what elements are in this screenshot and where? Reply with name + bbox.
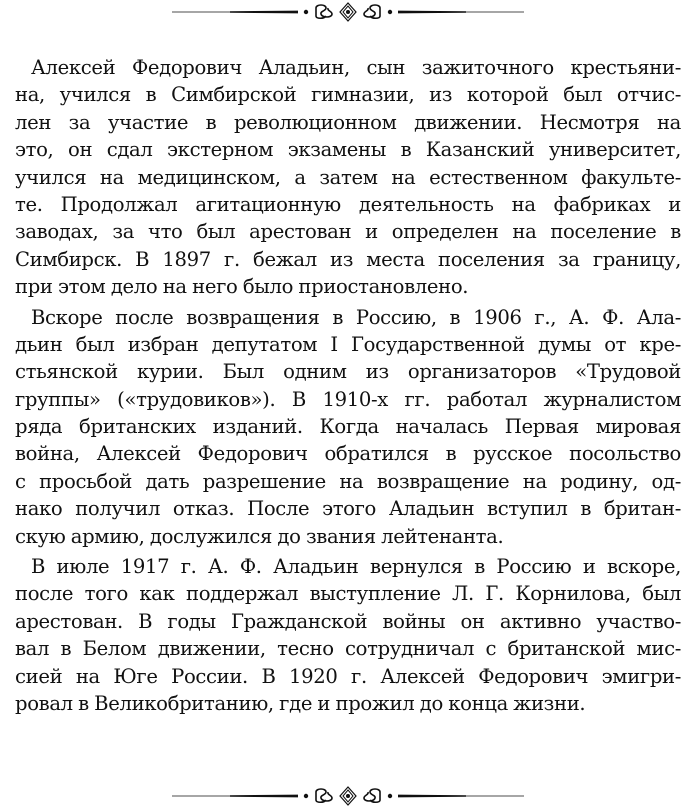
- text-line: ровал в Великобританию, где и прожил до конца жизни.: [15, 691, 586, 715]
- document-body: [15, 54, 681, 717]
- text-line: скую армию, дослужился до звания лейтенанта.: [15, 524, 504, 548]
- text-line: после того как поддержал выступление Л. Г. Корнилова, был: [15, 582, 681, 606]
- text-line: Алексей Федорович Аладьин, сын зажиточного крестьяни-: [31, 56, 681, 79]
- flourish-icon: [172, 787, 524, 805]
- text-line: В июле 1917 г. А. Ф. Аладьин вернулся в Россию и вскоре,: [31, 555, 681, 579]
- text-line: война, Алексей Федорович обратился в русское посольство: [15, 442, 681, 466]
- text-line: заводах, за что был арестован и определен на поселение в: [15, 220, 681, 244]
- text-line: стьянской курии. Был одним из организаторов «Трудовой: [15, 360, 681, 384]
- text-line: арестован. В годы Гражданской войны он активно участво-: [15, 609, 681, 633]
- text-line: на, учился в Симбирской гимназии, из которой был отчис-: [15, 83, 681, 107]
- text-line: Симбирск. В 1897 г. бежал из места поселения за границу,: [15, 247, 681, 271]
- text-line: учился на медицинском, а затем на естественном факульте-: [15, 165, 681, 189]
- text-line: лен за участие в революционном движении. Несмотря на: [15, 110, 681, 134]
- text-line: те. Продолжал агитационную деятельность на фабриках и: [15, 192, 681, 216]
- paragraph-2: [15, 304, 681, 551]
- text-line: нако получил отказ. После этого Аладьин вступил в британ-: [15, 497, 681, 521]
- ornamental-divider-top: [170, 2, 526, 22]
- text-line: это, он сдал экстерном экзамены в Казанский университет,: [15, 138, 681, 162]
- paragraph-3: [15, 553, 681, 717]
- text-line: ряда британских изданий. Когда началась Первая мировая: [15, 415, 681, 439]
- text-line: Вскоре после возвращения в Россию, в 1906 г., А. Ф. Ала-: [31, 305, 681, 329]
- text-line: сией на Юге России. В 1920 г. Алексей Федорович эмигри-: [15, 664, 681, 688]
- text-line: вал в Белом движении, тесно сотрудничал с британской мис-: [15, 637, 681, 661]
- flourish-icon: [172, 3, 524, 21]
- ornamental-divider-bottom: [170, 786, 526, 806]
- paragraph-1: [15, 54, 681, 301]
- text-line: дьин был избран депутатом I Государственной думы от кре-: [15, 332, 681, 356]
- text-line: с просьбой дать разрешение на возвращение на родину, од-: [15, 469, 681, 493]
- text-line: при этом дело на него было приостановлено.: [15, 275, 469, 299]
- text-line: группы» («трудовиков»). В 1910-х гг. работал журналистом: [15, 387, 681, 411]
